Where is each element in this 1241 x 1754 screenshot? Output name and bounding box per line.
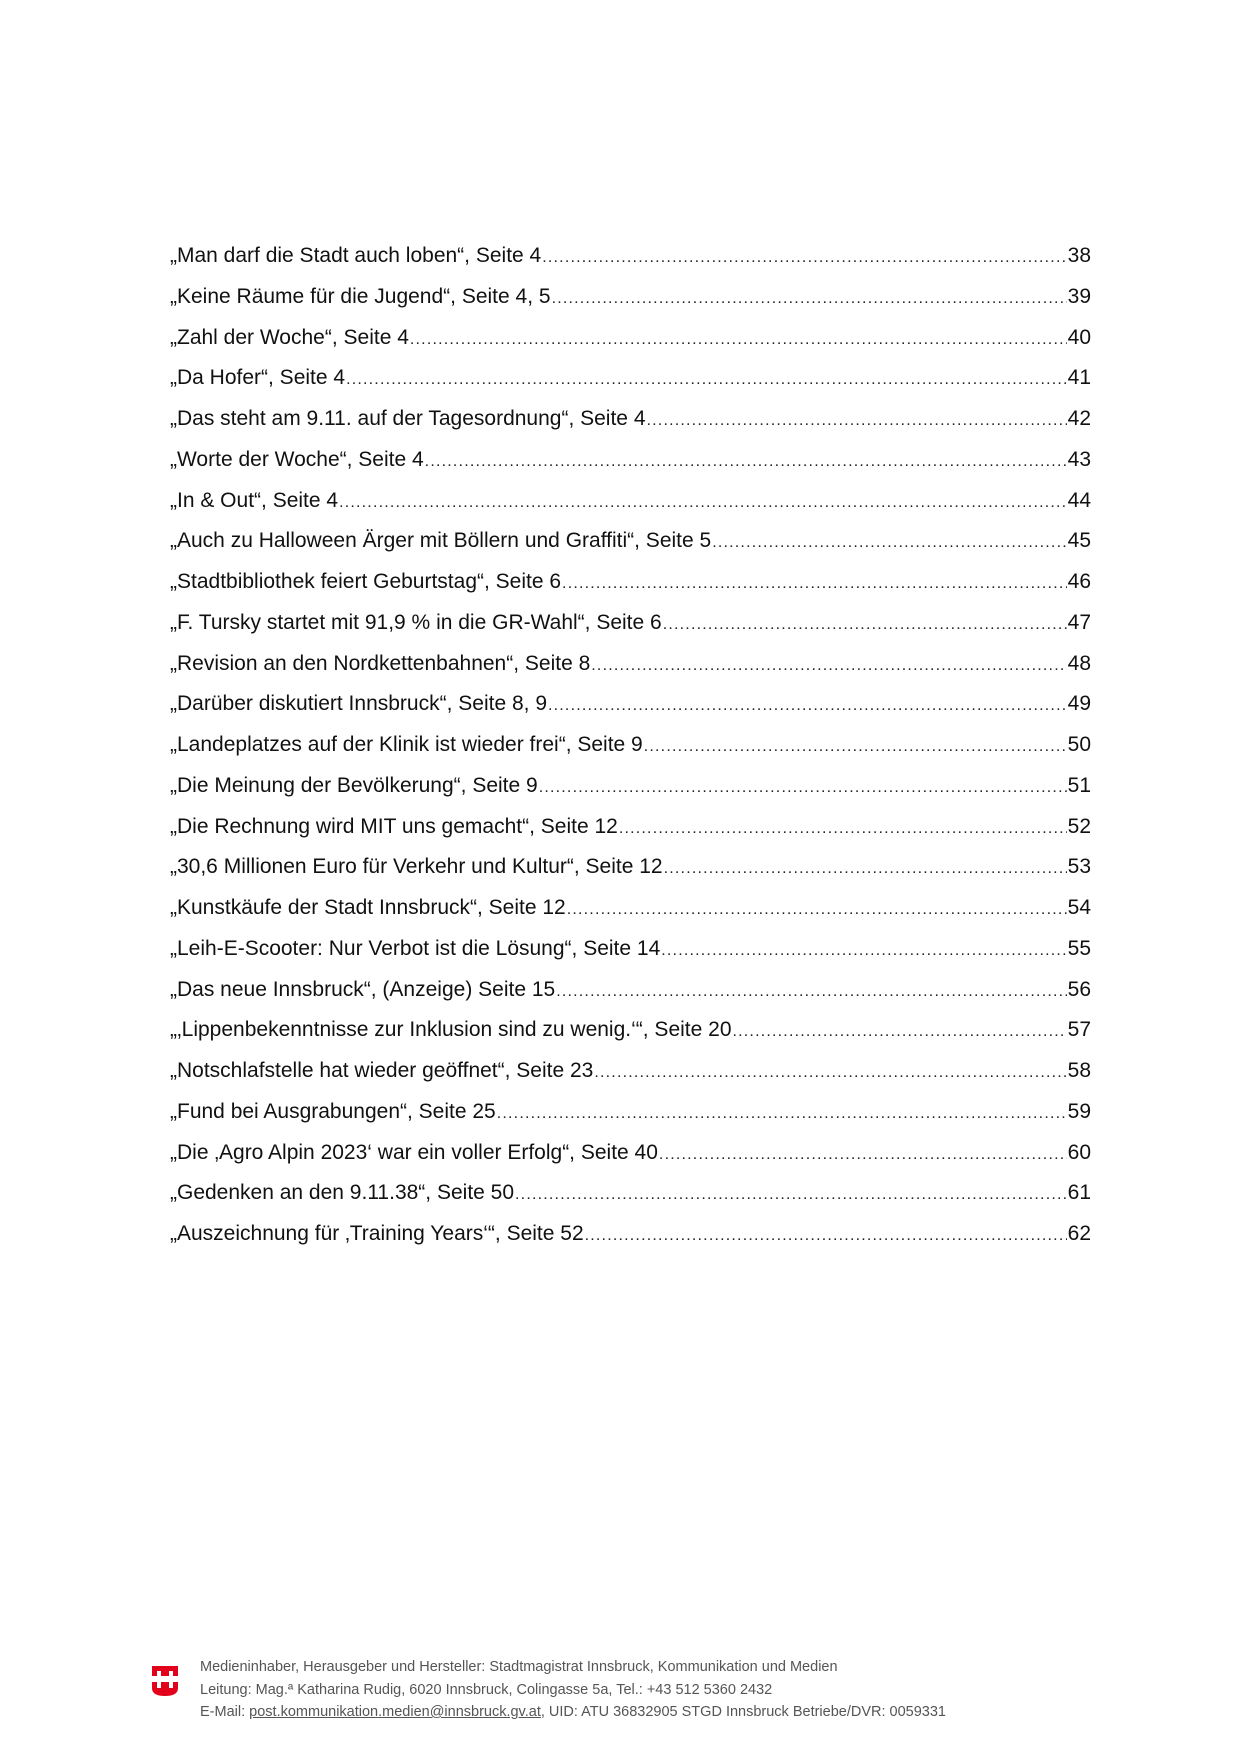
page-footer (150, 1656, 946, 1724)
toc-entry[interactable] (170, 1173, 1091, 1214)
toc-entry[interactable] (170, 1051, 1091, 1092)
dot-leader (548, 684, 1067, 725)
toc-entry[interactable] (170, 644, 1091, 685)
email-link[interactable]: post.kommunikation.medien@innsbruck.gv.at (249, 1704, 541, 1720)
table-of-contents (170, 236, 1091, 1255)
dot-leader (664, 847, 1067, 888)
dot-leader (585, 1214, 1067, 1255)
toc-entry[interactable] (170, 481, 1091, 522)
toc-entry-title: „Die ‚Agro Alpin 2023‘ war ein voller Erfolg“, Seite 40 (170, 1140, 658, 1164)
toc-entry[interactable] (170, 807, 1091, 848)
toc-entry-page-number: 39 (1067, 284, 1091, 308)
toc-entry-page-number: 54 (1067, 896, 1091, 919)
toc-entry[interactable] (170, 236, 1091, 277)
toc-entry[interactable] (170, 440, 1091, 481)
toc-entry-page-number: 62 (1067, 1222, 1091, 1245)
dot-leader (594, 1051, 1066, 1092)
imprint-management: Leitung: Mag.ª Katharina Rudig, 6020 Innsbruck, Colingasse 5a, Tel.: +43 512 5360 2432 (200, 1681, 773, 1698)
toc-entry-page-number: 46 (1067, 570, 1091, 593)
toc-entry-page-number: 57 (1067, 1018, 1091, 1042)
dot-leader (339, 481, 1067, 522)
toc-entry[interactable] (170, 277, 1091, 318)
toc-entry-page-number: 53 (1067, 855, 1091, 879)
toc-entry-page-number: 60 (1067, 1140, 1091, 1164)
toc-entry-title: „Da Hofer“, Seite 4 (170, 366, 346, 390)
dot-leader (619, 807, 1067, 848)
toc-entry[interactable] (170, 929, 1091, 970)
toc-entry-page-number: 42 (1067, 407, 1091, 430)
dot-leader (552, 277, 1067, 318)
toc-entry-title: „Auszeichnung für ‚Training Years‘“, Seite 52 (170, 1222, 584, 1245)
toc-entry-title: „F. Tursky startet mit 91,9 % in die GR-Wahl“, Seite 6 (170, 610, 662, 634)
toc-entry[interactable] (170, 725, 1091, 766)
toc-entry-page-number: 52 (1067, 814, 1091, 838)
dot-leader (663, 603, 1067, 644)
dot-leader (556, 970, 1066, 1011)
toc-entry-page-number: 38 (1067, 244, 1091, 267)
imprint-publisher: Medieninhaber, Herausgeber und Hersteller: Stadtmagistrat Innsbruck, Kommunikation und Medien (200, 1659, 838, 1675)
toc-entry-title: „Darüber diskutiert Innsbruck“, Seite 8, 9 (170, 692, 547, 716)
email-label: E-Mail: (200, 1704, 250, 1720)
toc-entry[interactable] (170, 358, 1091, 399)
toc-entry[interactable] (170, 1214, 1091, 1255)
toc-entry[interactable] (170, 847, 1091, 888)
toc-entry-title: „Leih-E-Scooter: Nur Verbot ist die Lösung“, Seite 14 (170, 936, 661, 960)
toc-entry-title: „Auch zu Halloween Ärger mit Böllern und Graffiti“, Seite 5 (170, 529, 712, 553)
dot-leader (515, 1173, 1067, 1214)
toc-entry-title: „Worte der Woche“, Seite 4 (170, 447, 424, 471)
toc-entry-title: „Keine Räume für die Jugend“, Seite 4, 5 (170, 284, 551, 308)
toc-entry-title: „Gedenken an den 9.11.38“, Seite 50 (170, 1181, 515, 1205)
toc-entry-title: „In & Out“, Seite 4 (170, 488, 339, 512)
toc-entry-title: „Stadtbibliothek feiert Geburtstag“, Seite 6 (170, 570, 562, 593)
imprint (200, 1656, 946, 1724)
toc-entry-page-number: 58 (1067, 1059, 1091, 1082)
toc-entry[interactable] (170, 1092, 1091, 1133)
toc-entry[interactable] (170, 603, 1091, 644)
dot-leader (410, 318, 1067, 359)
toc-entry[interactable] (170, 1133, 1091, 1174)
registration-info: , UID: ATU 36832905 STGD Innsbruck Betriebe/DVR: 0059331 (540, 1704, 946, 1720)
toc-entry-title: „Das neue Innsbruck“, (Anzeige) Seite 15 (170, 977, 556, 1001)
toc-entry[interactable] (170, 766, 1091, 807)
toc-entry[interactable] (170, 970, 1091, 1011)
toc-entry[interactable] (170, 888, 1091, 929)
toc-entry-page-number: 55 (1067, 936, 1091, 960)
imprint-contact (200, 1701, 946, 1724)
toc-entry-page-number: 51 (1067, 773, 1091, 797)
toc-entry-title: „Fund bei Ausgrabungen“, Seite 25 (170, 1099, 496, 1123)
dot-leader (659, 1133, 1067, 1174)
dot-leader (539, 766, 1067, 807)
toc-entry-title: „Die Rechnung wird MIT uns gemacht“, Seite 12 (170, 814, 618, 838)
toc-entry-title: „Zahl der Woche“, Seite 4 (170, 325, 409, 349)
dot-leader (644, 725, 1067, 766)
toc-entry-page-number: 49 (1067, 692, 1091, 716)
innsbruck-city-logo-icon (150, 1662, 180, 1702)
dot-leader (733, 1010, 1067, 1051)
toc-entry[interactable] (170, 399, 1091, 440)
toc-entry-page-number: 48 (1067, 651, 1091, 675)
toc-entry[interactable] (170, 521, 1091, 562)
dot-leader (661, 929, 1066, 970)
toc-entry[interactable] (170, 1010, 1091, 1051)
dot-leader (567, 888, 1067, 929)
toc-entry-page-number: 40 (1067, 325, 1091, 349)
toc-entry[interactable] (170, 684, 1091, 725)
toc-entry-title: „Das steht am 9.11. auf der Tagesordnung“, Seite 4 (170, 407, 646, 430)
dot-leader (712, 521, 1066, 562)
toc-entry-title: „Man darf die Stadt auch loben“, Seite 4 (170, 244, 542, 267)
toc-entry-page-number: 56 (1067, 977, 1091, 1001)
toc-entry-page-number: 45 (1067, 529, 1091, 553)
toc-entry-title: „30,6 Millionen Euro für Verkehr und Kultur“, Seite 12 (170, 855, 663, 879)
toc-entry-page-number: 61 (1067, 1181, 1091, 1205)
toc-entry-page-number: 50 (1067, 733, 1091, 756)
toc-entry-page-number: 44 (1067, 488, 1091, 512)
toc-entry-page-number: 43 (1067, 447, 1091, 471)
dot-leader (647, 399, 1067, 440)
dot-leader (542, 236, 1066, 277)
toc-entry-title: „Notschlafstelle hat wieder geöffnet“, Seite 23 (170, 1059, 594, 1082)
dot-leader (562, 562, 1067, 603)
toc-entry-title: „Revision an den Nordkettenbahnen“, Seite 8 (170, 651, 591, 675)
toc-entry[interactable] (170, 562, 1091, 603)
dot-leader (497, 1092, 1067, 1133)
toc-entry[interactable] (170, 318, 1091, 359)
dot-leader (425, 440, 1067, 481)
toc-entry-page-number: 41 (1067, 366, 1091, 390)
toc-entry-title: „Kunstkäufe der Stadt Innsbruck“, Seite 12 (170, 896, 566, 919)
dot-leader (346, 358, 1067, 399)
toc-entry-title: „‚Lippenbekenntnisse zur Inklusion sind zu wenig.‘“, Seite 20 (170, 1018, 732, 1042)
dot-leader (591, 644, 1066, 685)
toc-entry-page-number: 47 (1067, 610, 1091, 634)
toc-entry-page-number: 59 (1067, 1099, 1091, 1123)
toc-entry-title: „Landeplatzes auf der Klinik ist wieder frei“, Seite 9 (170, 733, 643, 756)
toc-entry-title: „Die Meinung der Bevölkerung“, Seite 9 (170, 773, 538, 797)
